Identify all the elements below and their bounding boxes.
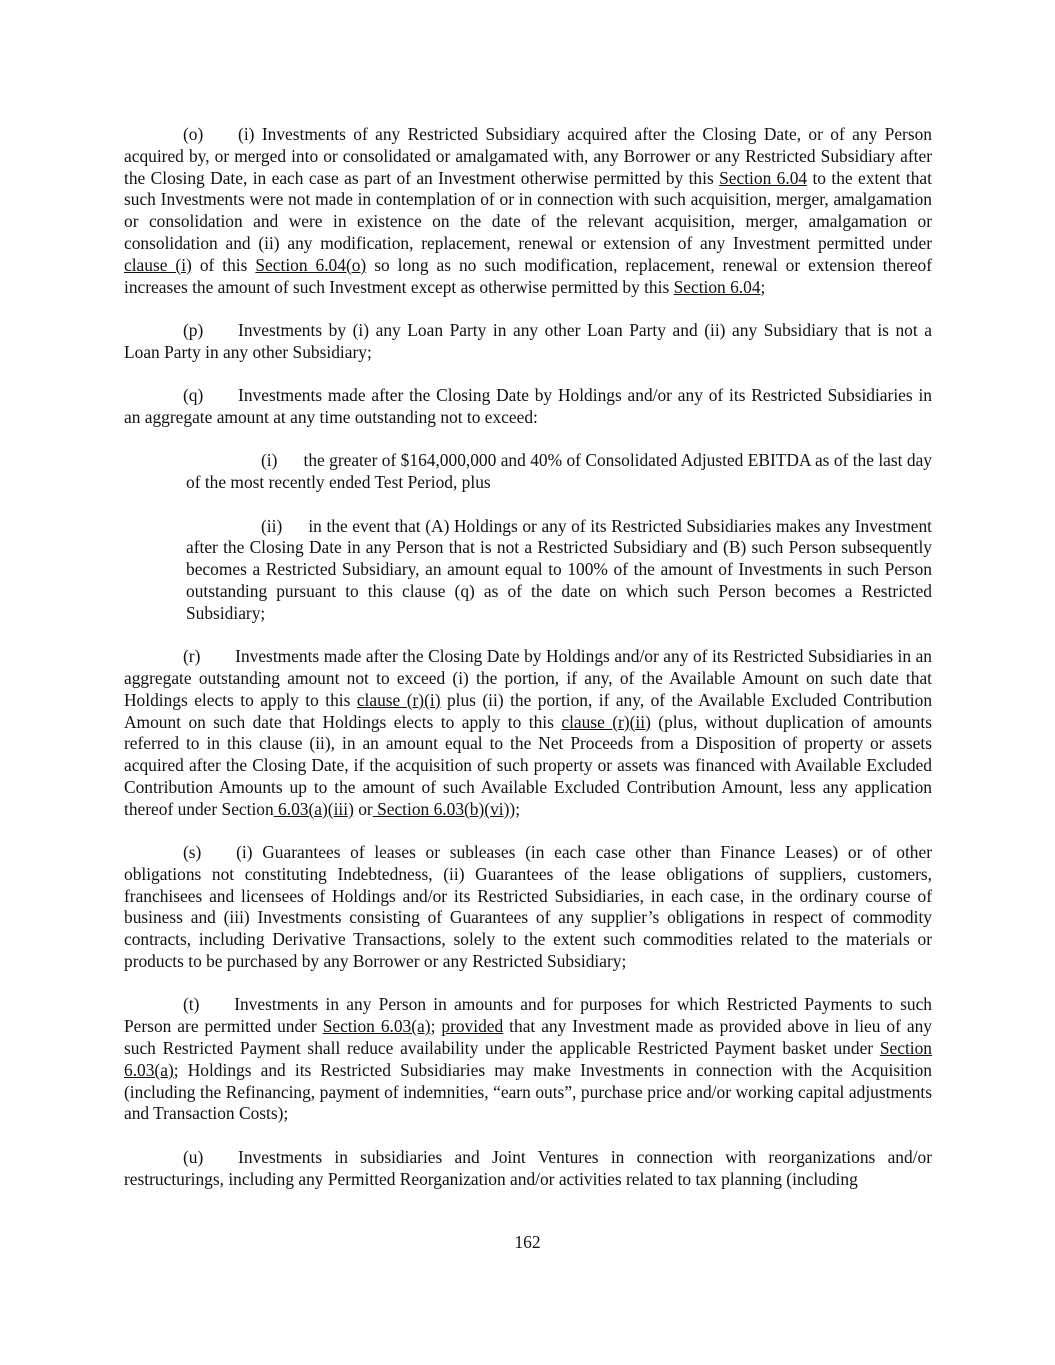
clause-q-i: (i) the greater of $164,000,000 and 40% of Consolidated Adjusted EBITDA as of the last day of the most recently ended Test Period, plus bbox=[186, 450, 932, 493]
clause-r-text: (plus, without duplication of amounts referred to in this clause (ii), in an amount equal to the Net Proceeds from a Disposition of property or assets acquired after the Closing Date, if the acquisition of such property or assets was financed with Available Excluded Contribution Amounts up to the amount of such Available Excluded Contribution Amount, less any application thereof under Section bbox=[124, 711, 932, 819]
section-ref: Section 6.04 bbox=[673, 276, 761, 297]
clause-q: (q) Investments made after the Closing Date by Holdings and/or any of its Restricted Subsidiaries in an aggregate amount at any time outstanding not to exceed: bbox=[124, 385, 932, 427]
clause-r-text: ); bbox=[509, 798, 521, 819]
document-body bbox=[124, 124, 932, 1190]
section-ref: Section 6.03(a) bbox=[322, 1016, 431, 1037]
clause-r bbox=[124, 646, 932, 820]
clause-t bbox=[124, 994, 932, 1125]
clause-o bbox=[124, 124, 932, 298]
section-ref: 6.03(a)(iii) bbox=[273, 798, 354, 819]
page-number: 162 bbox=[514, 1232, 541, 1252]
clause-o-text: to the extent that such Investments were not made in contemplation of or in connection with such acquisition, merger, amalgamation or consolidation and were in existence on the date of the relevant acquisition, merger, amalgamation or consolidation and (ii) any modification, replacement, renewal or extension of any Investment permitted under bbox=[124, 167, 932, 253]
clause-t-text: ; Holdings and its Restricted Subsidiaries may make Investments in connection with the Acquisition (including the Refinancing, payment of indemnities, “earn outs”, purchase price and/or working capital adjustments and Transaction Costs); bbox=[124, 1059, 932, 1124]
section-ref: Section 6.04 bbox=[719, 167, 808, 188]
clause-t-text: ; bbox=[430, 1016, 442, 1037]
clause-q-ii: (ii) in the event that (A) Holdings or any of its Restricted Subsidiaries makes any Investment after the Closing Date in any Person that is not a Restricted Subsidiary and (B) such Person subsequently becomes a Restricted Subsidiary, an amount equal to 100% of the amount of Investments in such Person outstanding pursuant to this clause (q) as of the date on which such Person becomes a Restricted Subsidiary; bbox=[186, 515, 932, 623]
clause-p: (p) Investments by (i) any Loan Party in any other Loan Party and (ii) any Subsidiary that is not a Loan Party in any other Subsidiary; bbox=[124, 319, 932, 362]
clause-r-text: or bbox=[353, 798, 373, 819]
section-ref: Section 6.03(b)(vi) bbox=[372, 798, 510, 819]
clause-o-text: so long as no such modification, replacement, renewal or extension thereof increases the amount of such Investment except as otherwise permitted by this bbox=[124, 254, 932, 297]
clause-o-text: ; bbox=[760, 276, 766, 297]
clause-s: (s) (i) Guarantees of leases or subleases (in each case other than Finance Leases) or of other obligations not constituting Indebtedness, (ii) Guarantees of the lease obligations of suppliers, customers, franchisees and licensees of Holdings and/or its Restricted Subsidiaries, in each case, in the ordinary course of business and (iii) Investments consisting of Guarantees of any supplier’s obligations in respect of commodity contracts, including Derivative Transactions, solely to the extent such commodities related to the materials or products to be purchased by any Borrower or any Restricted Subsidiary; bbox=[124, 842, 932, 972]
clause-r-text: (r) Investments made after the Closing Date by Holdings and/or any of its Restricted Subsidiaries in an aggregate outstanding amount not to exceed (i) the portion, if any, of the Available Amount on such date that Holdings elects to apply to this bbox=[124, 646, 932, 710]
clause-o-text: (o) (i) Investments of any Restricted Subsidiary acquired after the Closing Date, or of any Person acquired by, or merged into or consolidated or amalgamated with, any Borrower or any Restricted Subsidiary after the Closing Date, in each case as part of an Investment otherwise permitted by this bbox=[124, 124, 932, 188]
section-ref: Section 6.04(o) bbox=[255, 254, 367, 275]
section-ref: Section 6.03(a) bbox=[124, 1038, 932, 1080]
clause-r-text: plus (ii) the portion, if any, of the Available Excluded Contribution Amount on such date that Holdings elects to apply to this bbox=[124, 689, 933, 732]
provided-term: provided bbox=[441, 1016, 504, 1037]
clause-o-text: of this bbox=[191, 254, 256, 275]
clause-t-text: (t) Investments in any Person in amounts and for purposes for which Restricted Payments to such Person are permitted under bbox=[124, 994, 932, 1037]
clause-ref: clause (r)(ii) bbox=[561, 711, 651, 732]
clause-t-text: that any Investment made as provided above in lieu of any such Restricted Payment shall reduce availability under the applicable Restricted Payment basket under bbox=[124, 1016, 933, 1059]
clause-ref: clause (i) bbox=[124, 254, 192, 275]
clause-ref: clause (r)(i) bbox=[356, 689, 441, 710]
clause-u: (u) Investments in subsidiaries and Joint Ventures in connection with reorganizations and/or restructurings, including any Permitted Reorganization and/or activities related to tax planning (including bbox=[124, 1146, 932, 1189]
